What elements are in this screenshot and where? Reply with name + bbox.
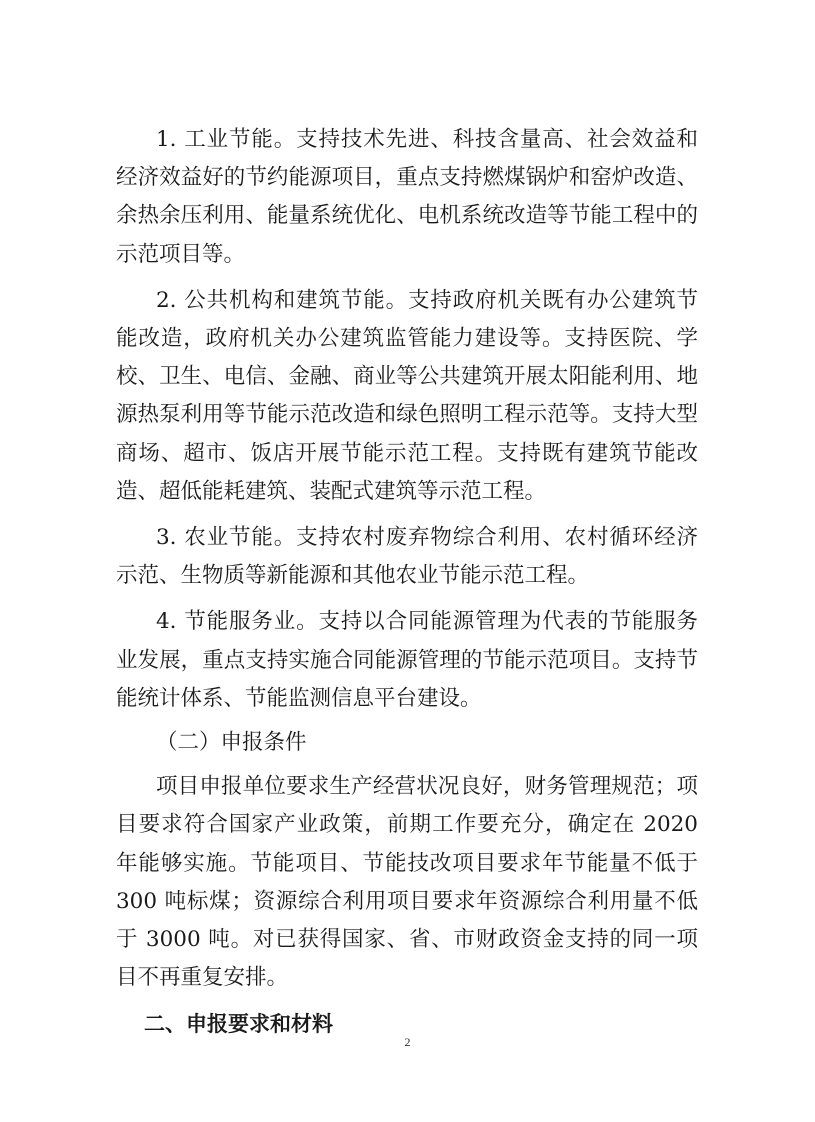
page-number: 2 [404,1035,411,1049]
paragraph-public-buildings: 2. 公共机构和建筑节能。支持政府机关既有办公建筑节能改造，政府机关办公建筑监管能力建设等。支持医院、学校、卫生、电信、金融、商业等公共建筑开展太阳能利用、地源热泵利用等节能示范改造和绿色照明工程示范等。支持大型商场、超市、饭店开展节能示范工程。支持既有建筑节能改造、超低能耗建筑、装配式建筑等示范工程。 [116,287,698,504]
paragraph-industrial: 1. 工业节能。支持技术先进、科技含量高、社会效益和经济效益好的节约能源项目，重点支持燃煤锅炉和窑炉改造、余热余压利用、能量系统优化、电机系统改造等节能工程中的示范项目等。 [116,127,698,267]
section-heading: 二、申报要求和材料 [144,1012,333,1037]
paragraph-agriculture: 3. 农业节能。支持农村废弃物综合利用、农村循环经济示范、生物质等新能源和其他农业节能示范工程。 [116,525,698,589]
subsection-title: （二）申报条件 [156,730,307,756]
body-text [116,121,698,1044]
paragraph-conditions: 项目申报单位要求生产经营状况良好，财务管理规范；项目要求符合国家产业政策，前期工作要充分，确定在 2020 年能够实施。节能项目、节能技改项目要求年节能量不低于 300 吨标煤；资源综合利用项目要求年资源综合利用量不低于 3000 吨。对已获得国家、省、市财政资金支持的同一项目不再重复安排。 [116,774,698,991]
paragraph-services: 4. 节能服务业。支持以合同能源管理为代表的节能服务业发展，重点支持实施合同能源管理的节能示范项目。支持节能统计体系、节能监测信息平台建设。 [116,609,698,711]
